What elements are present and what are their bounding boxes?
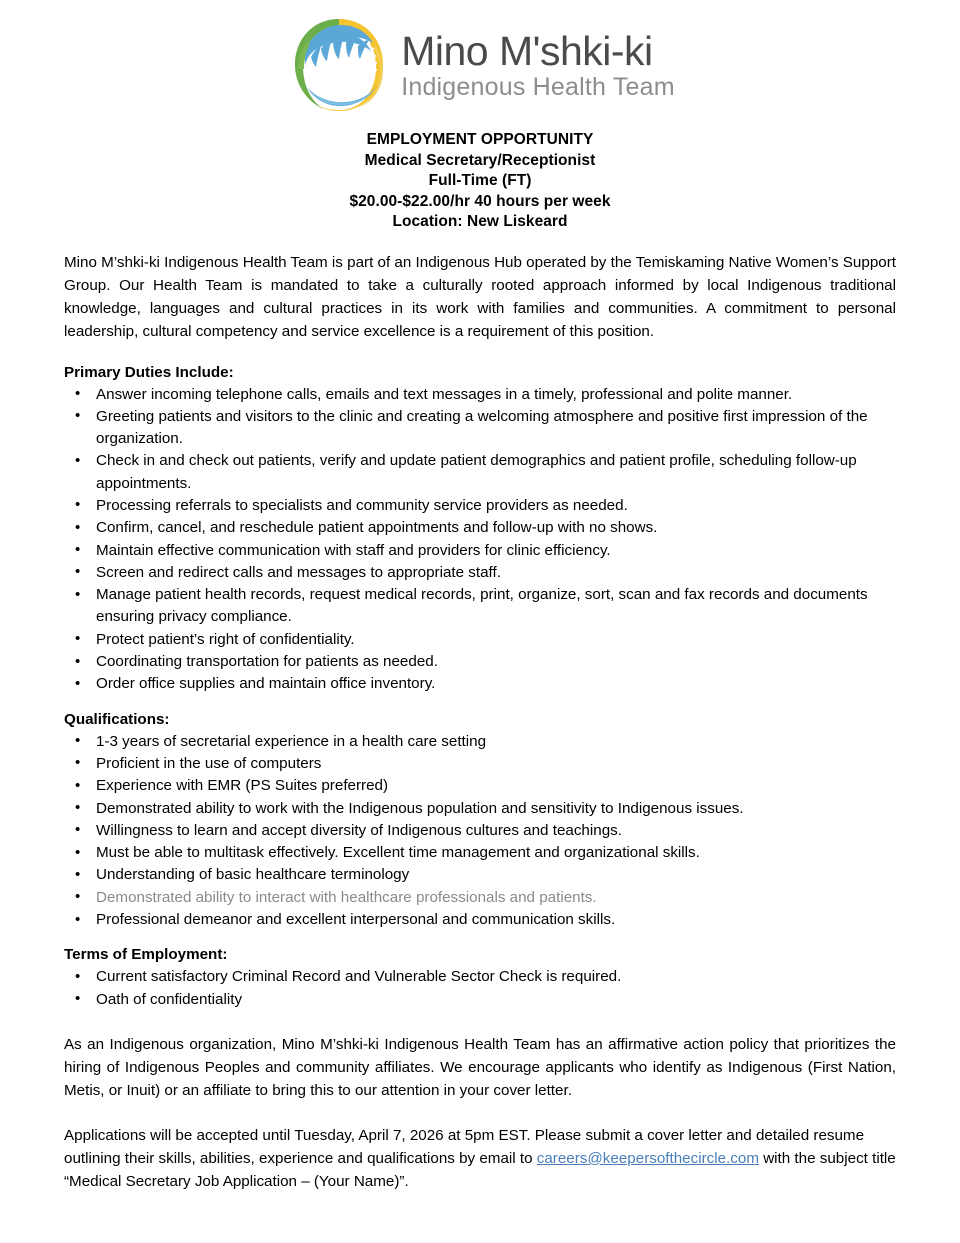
list-item: • Protect patient’s right of confidentiality. <box>64 629 896 651</box>
posting-heading-block <box>0 130 960 233</box>
list-item: • Willingness to learn and accept diversity of Indigenous cultures and teachings. <box>64 820 896 842</box>
list-item: • Oath of confidentiality <box>64 989 896 1011</box>
list-item: • Current satisfactory Criminal Record and Vulnerable Sector Check is required. <box>64 966 896 988</box>
list-item: • Confirm, cancel, and reschedule patient appointments and follow-up with no shows. <box>64 517 896 539</box>
posting-location: Location: New Liskeard <box>392 213 568 230</box>
list-item: • Processing referrals to specialists and community service providers as needed. <box>64 495 896 517</box>
list-item: • Check in and check out patients, verify and update patient demographics and patient profile, scheduling follow-up appointments. <box>64 450 896 495</box>
list-item: • Greeting patients and visitors to the clinic and creating a welcoming atmosphere and positive first impression of the organization. <box>64 406 896 451</box>
application-instructions-text-after: with the subject title “Medical Secretary Job Application – (Your Name)”. <box>64 1149 896 1190</box>
list-item: • Professional demeanor and excellent interpersonal and communication skills. <box>64 909 896 931</box>
careers-email-link[interactable]: careers@keepersofthecircle.com <box>536 1149 759 1167</box>
document-body <box>64 233 896 1193</box>
brand-header <box>0 0 960 110</box>
list-item: • Experience with EMR (PS Suites preferred) <box>64 775 896 797</box>
list-item: • Demonstrated ability to work with the Indigenous population and sensitivity to Indigenous issues. <box>64 798 896 820</box>
application-instructions-paragraph <box>64 1124 896 1193</box>
terms-of-employment-heading: Terms of Employment: <box>64 946 228 964</box>
list-item: • Answer incoming telephone calls, emails and text messages in a timely, professional and polite manner. <box>64 384 896 406</box>
list-item: • Proficient in the use of computers <box>64 753 896 775</box>
terms-of-employment-list <box>64 966 896 1011</box>
qualifications-list <box>64 731 896 932</box>
list-item: • Must be able to multitask effectively. Excellent time management and organizational skills. <box>64 842 896 864</box>
list-item: • Screen and redirect calls and messages to appropriate staff. <box>64 562 896 584</box>
affirmative-action-paragraph: As an Indigenous organization, Mino M’shki-ki Indigenous Health Team has an affirmative action policy that prioritizes the hiring of Indigenous Peoples and community affiliates. We encourage applicants who identify as Indigenous (First Nation, Metis, or Inuit) or an affiliate to bring this to our attention in your cover letter. <box>64 1035 896 1099</box>
list-item: • 1-3 years of secretarial experience in a health care setting <box>64 731 896 753</box>
list-item: • Demonstrated ability to interact with healthcare professionals and patients. <box>64 887 896 909</box>
primary-duties-heading: Primary Duties Include: <box>64 363 234 381</box>
primary-duties-list <box>64 384 896 696</box>
posting-employment-type: Full-Time (FT) <box>428 172 532 189</box>
brand-subtitle: Indigenous Health Team <box>401 72 675 101</box>
application-instructions-text-before: Applications will be accepted until Tuesday, April 7, 2026 at 5pm EST. Please submit a cover letter and detailed resume outlining their skills, abilities, experience and qualifications by email to <box>64 1126 865 1167</box>
posting-title: EMPLOYMENT OPPORTUNITY <box>366 131 594 148</box>
mino-mshki-ki-circle-emblem-icon <box>285 13 393 117</box>
list-item: • Understanding of basic healthcare terminology <box>64 864 896 886</box>
list-item: • Coordinating transportation for patients as needed. <box>64 651 896 673</box>
list-item: • Manage patient health records, request medical records, print, organize, sort, scan and fax records and documents ensuring privacy compliance. <box>64 584 896 629</box>
list-item: • Maintain effective communication with staff and providers for clinic efficiency. <box>64 540 896 562</box>
brand-wordmark <box>401 27 675 101</box>
intro-paragraph: Mino M’shki-ki Indigenous Health Team is part of an Indigenous Hub operated by the Temiskaming Native Women’s Support Group. Our Health Team is mandated to take a culturally rooted approach informed by local Indigenous traditional knowledge, languages and cultural practices in its work with families and communities. A commitment to personal leadership, cultural competency and service excellence is a requirement of this position. <box>64 253 896 340</box>
posting-wage: $20.00-$22.00/hr 40 hours per week <box>349 192 611 210</box>
qualifications-heading: Qualifications: <box>64 710 170 728</box>
list-item: • Order office supplies and maintain office inventory. <box>64 673 896 695</box>
posting-position: Medical Secretary/Receptionist <box>364 151 596 169</box>
brand-title: Mino M'shki-ki <box>401 27 653 74</box>
